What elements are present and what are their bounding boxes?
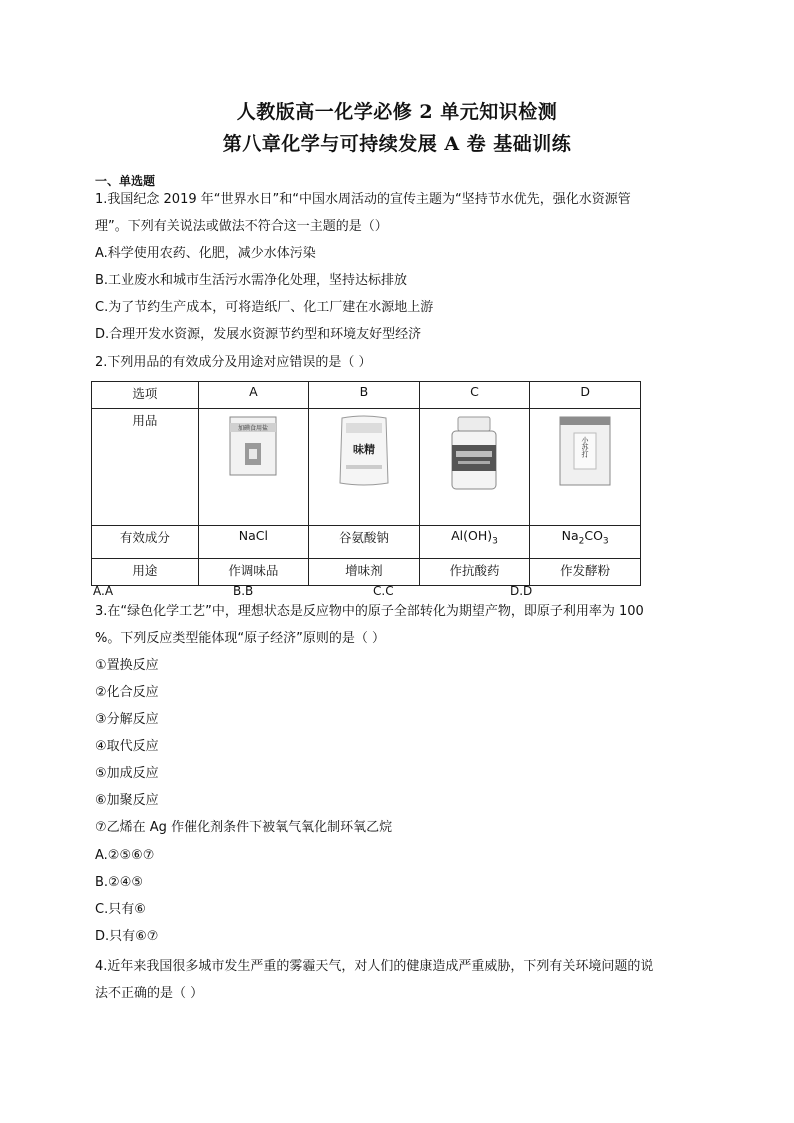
q2-table (91, 381, 641, 586)
ingredient-d-subscript2: 3 (602, 536, 609, 547)
ingredient-c-formula: Al(OH) (451, 528, 493, 543)
title-line-2: 第八章化学与可持续发展 A 卷 基础训练 (222, 133, 572, 155)
q3-item: ①置换反应 (95, 658, 159, 673)
q1-option-b: B.工业废水和城市生活污水需净化处理，坚持达标排放 (95, 273, 408, 288)
ingredient-b: 谷氨酸钠 (309, 526, 420, 559)
use-d: 作发酵粉 (530, 559, 641, 586)
row-label-use: 用途 (92, 559, 199, 586)
q2-option-a: A.A (93, 584, 114, 598)
header-cell: B (309, 382, 420, 409)
ingredient-c (419, 526, 530, 559)
ingredient-d (530, 526, 641, 559)
product-image-b (309, 409, 420, 526)
q2-option-d: D.D (510, 584, 533, 598)
header-cell: 选项 (92, 382, 199, 409)
ingredient-d-subscript1: 2 (578, 536, 585, 547)
q1-option-d: D.合理开发水资源，发展水资源节约型和环境友好型经济 (95, 327, 422, 342)
q3-item: ④取代反应 (95, 739, 159, 754)
baking-soda-bag-icon (556, 415, 614, 487)
section-heading: 一、单选题 (95, 174, 156, 188)
q3-item: ⑥加聚反应 (95, 793, 159, 808)
header-cell: D (530, 382, 641, 409)
q3-option-c: C.只有⑥ (95, 902, 146, 917)
header-cell: C (419, 382, 530, 409)
q1-stem-line1: 1.我国纪念 2019 年“世界水日”和“中国水周活动的宣传主题为“坚持节水优先，强化水资源管 (95, 192, 631, 207)
ingredient-a: NaCl (198, 526, 308, 559)
q1-option-a: A.科学使用农药、化肥，减少水体污染 (95, 246, 316, 261)
salt-bag-icon (227, 415, 279, 477)
msg-bag-label: 味精 (352, 443, 375, 456)
q4-stem-line1: 4.近年来我国很多城市发生严重的雾霾天气，对人们的健康造成严重威胁，下列有关环境问题的说 (95, 959, 654, 974)
q3-item: ③分解反应 (95, 712, 159, 727)
q2-option-b: B.B (233, 584, 254, 598)
q1-option-c: C.为了节约生产成本，可将造纸厂、化工厂建在水源地上游 (95, 300, 434, 315)
q1-stem-line2: 理”。下列有关说法或做法不符合这一主题的是（） (95, 219, 388, 234)
q4-stem-line2: 法不正确的是（ ） (95, 986, 204, 1001)
header-cell: A (198, 382, 308, 409)
q3-item: ⑤加成反应 (95, 766, 159, 781)
q3-item: ⑦乙烯在 Ag 作催化剂条件下被氧气氧化制环氧乙烷 (95, 820, 393, 835)
row-label-ingredient: 有效成分 (92, 526, 199, 559)
q3-item: ②化合反应 (95, 685, 159, 700)
q2-stem: 2.下列用品的有效成分及用途对应错误的是（ ） (95, 355, 372, 370)
product-image-d (530, 409, 641, 526)
title-line-1: 人教版高一化学必修 2 单元知识检测 (236, 101, 558, 123)
ingredient-d-part1: Na (561, 528, 579, 543)
medicine-bottle-icon (446, 415, 502, 493)
product-image-a (198, 409, 308, 526)
row-label-product: 用品 (92, 409, 199, 526)
q3-stem-line2: %。下列反应类型能体现“原子经济”原则的是（ ） (95, 631, 385, 646)
q2-option-c: C.C (373, 584, 394, 598)
q3-option-d: D.只有⑥⑦ (95, 929, 159, 944)
q3-option-a: A.②⑤⑥⑦ (95, 848, 155, 863)
q3-stem-line1: 3.在“绿色化学工艺”中，理想状态是反应物中的原子全部转化为期望产物，即原子利用率为 100 (95, 604, 644, 619)
ingredient-c-subscript: 3 (492, 536, 498, 547)
product-image-c (419, 409, 530, 526)
use-a: 作调味品 (198, 559, 308, 586)
baking-soda-label: 小苏打 (581, 436, 590, 458)
use-c: 作抗酸药 (419, 559, 530, 586)
msg-bag-icon (336, 415, 392, 487)
q3-option-b: B.②④⑤ (95, 875, 144, 890)
use-b: 增味剂 (309, 559, 420, 586)
ingredient-d-part2: CO (584, 528, 603, 543)
salt-bag-label: 加碘食用盐 (238, 425, 269, 432)
